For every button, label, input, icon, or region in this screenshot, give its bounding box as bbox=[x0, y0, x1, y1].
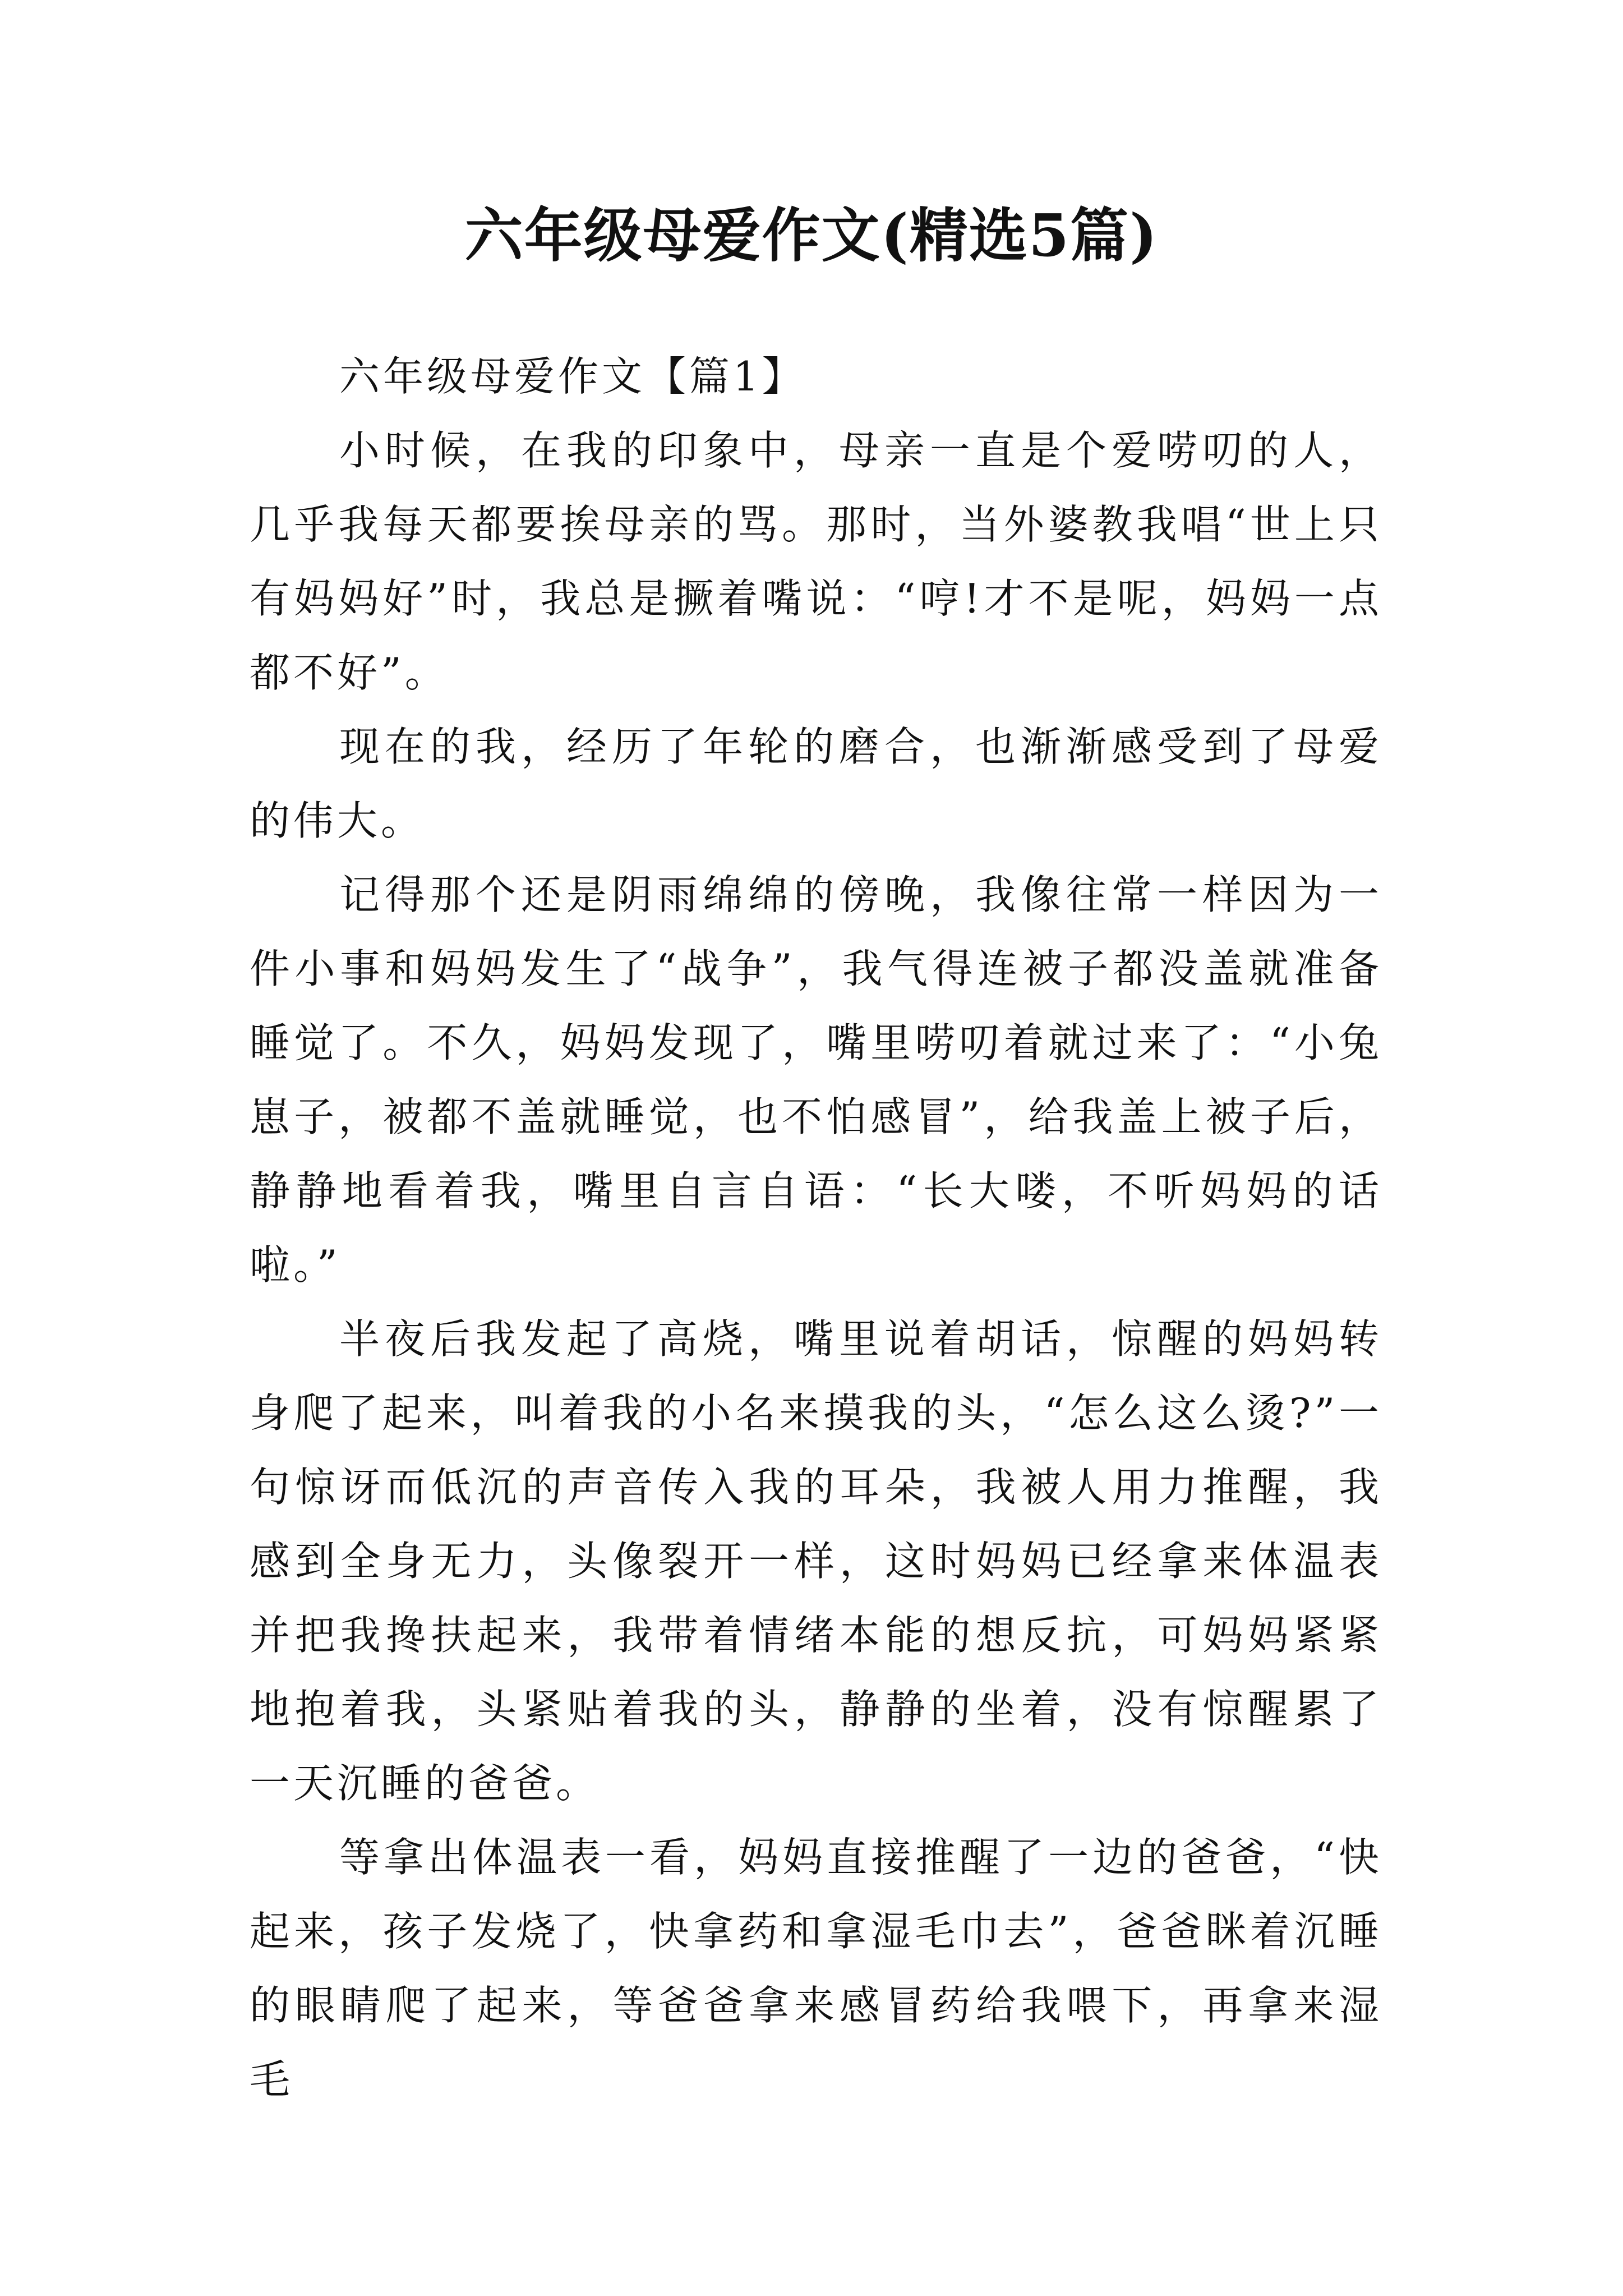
paragraph-5: 等拿出体温表一看，妈妈直接推醒了一边的爸爸，“快起来，孩子发烧了，快拿药和拿湿毛巾去”，爸爸眯着沉睡的眼睛爬了起来，等爸爸拿来感冒药给我喂下，再拿来湿毛 bbox=[250, 1834, 1382, 2103]
paragraph-3: 记得那个还是阴雨绵绵的傍晚，我像往常一样因为一件小事和妈妈发生了“战争”，我气得连被子都没盖就准备睡觉了。不久，妈妈发现了，嘴里唠叨着就过来了：“小兔崽子，被都不盖就睡觉，也不怕感冒”，给我盖上被子后，静静地看着我，嘴里自言自语：“长大喽，不听妈妈的话啦。” bbox=[250, 871, 1382, 1289]
document-title: 六年级母爱作文(精选5篇) bbox=[464, 201, 1159, 270]
document-body bbox=[250, 339, 1382, 2116]
paragraph-4: 半夜后我发起了高烧，嘴里说着胡话，惊醒的妈妈转身爬了起来，叫着我的小名来摸我的头，“怎么这么烫?”一句惊讶而低沉的声音传入我的耳朵，我被人用力推醒，我感到全身无力，头像裂开一样，这时妈妈已经拿来体温表并把我搀扶起来，我带着情绪本能的想反抗，可妈妈紧紧地抱着我，头紧贴着我的头，静静的坐着，没有惊醒累了一天沉睡的爸爸。 bbox=[250, 1315, 1382, 1807]
section-heading: 六年级母爱作文【篇1】 bbox=[339, 353, 806, 400]
paragraph-1: 小时候，在我的印象中，母亲一直是个爱唠叨的人，几乎我每天都要挨母亲的骂。那时，当外婆教我唱“世上只有妈妈好”时，我总是撅着嘴说：“哼!才不是呢，妈妈一点都不好”。 bbox=[250, 427, 1382, 696]
paragraph-2: 现在的我，经历了年轮的磨合，也渐渐感受到了母爱的伟大。 bbox=[250, 723, 1382, 844]
